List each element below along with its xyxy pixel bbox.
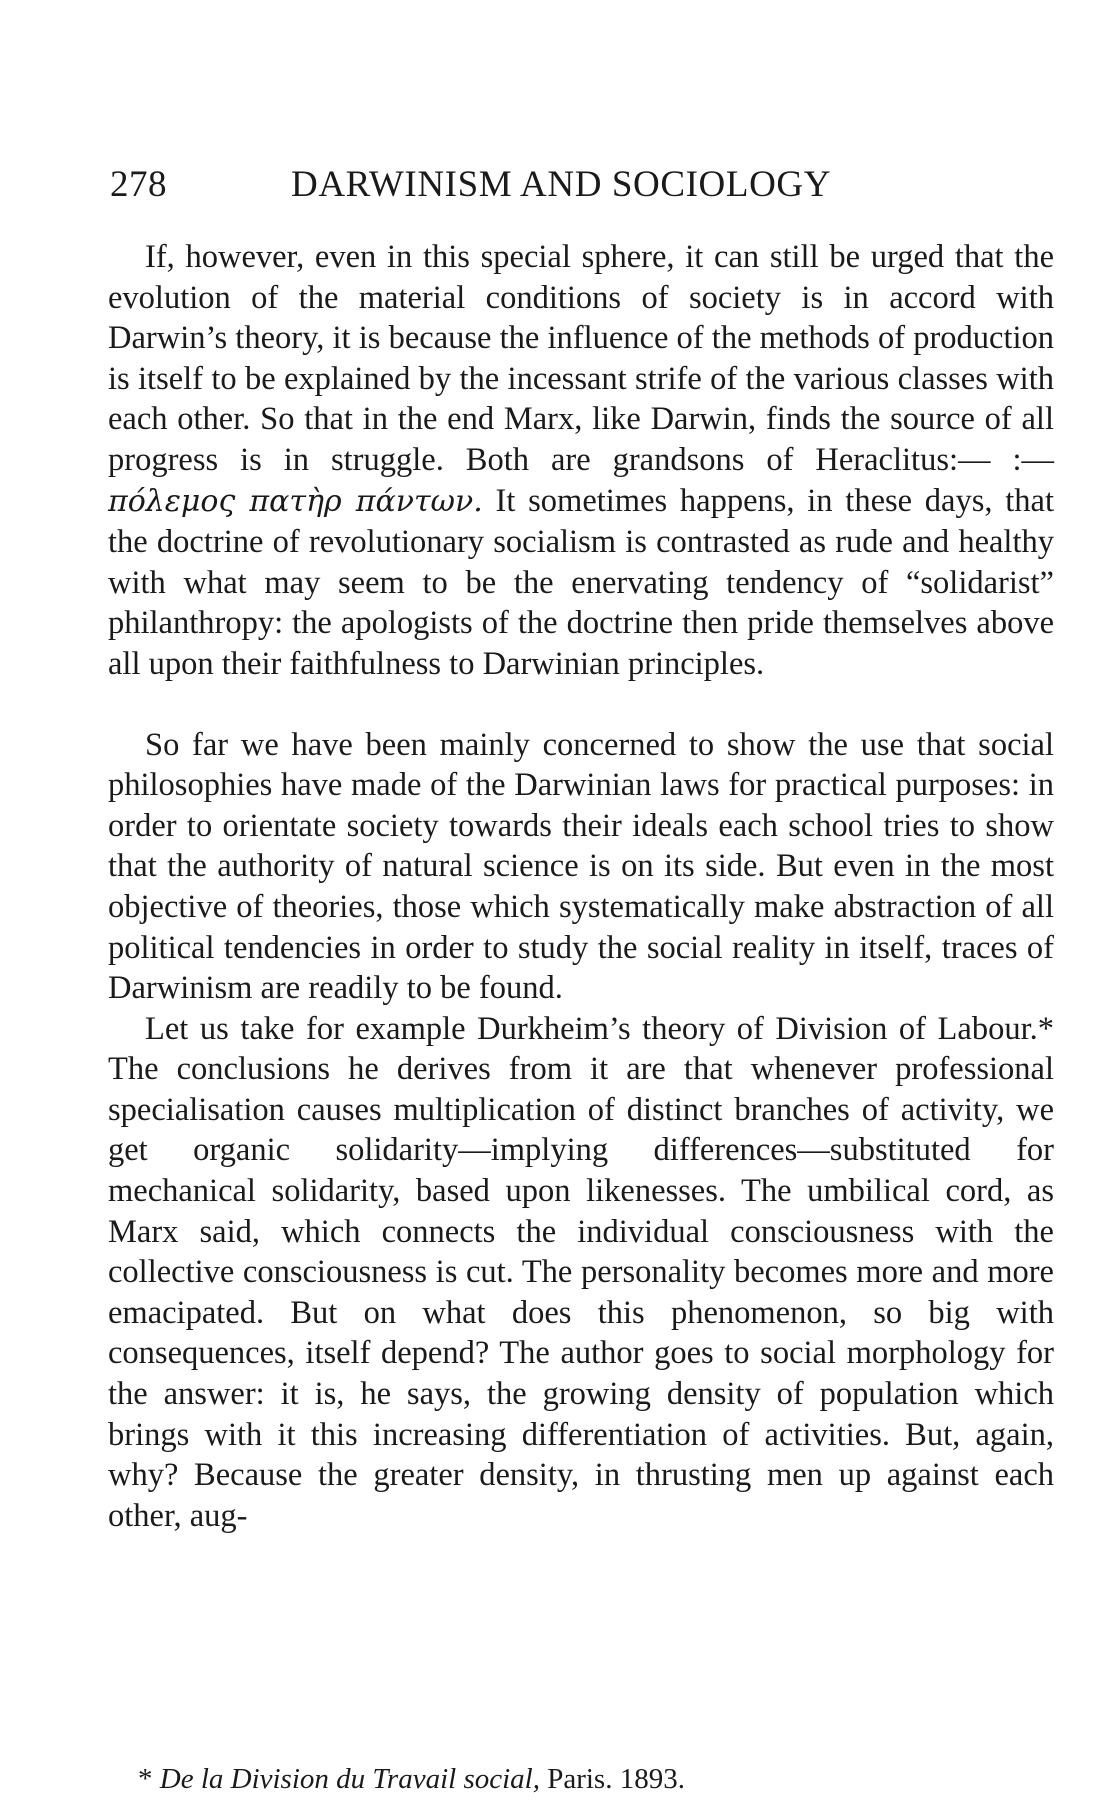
footnote-marker: * <box>138 1763 160 1795</box>
page-number: 278 <box>110 164 167 205</box>
footnote <box>138 1762 685 1796</box>
footnote-title: De la Division du Travail social, <box>159 1763 540 1795</box>
paragraph-1-text-start: If, however, even in this special sphere, it can still be urged that the evolution of the material conditions of society is in accord with Darwin’s theory, it is because the influence of the methods of production is itself to be explained by the incessant strife of the various classes with each other. So that in the end Marx, like Darwin, finds the source of all progress is in struggle. Both are grandsons of Heraclitus:— :— <box>108 239 1054 478</box>
paragraph-gap <box>108 685 1054 725</box>
paragraph-1 <box>108 237 1054 685</box>
footnote-place-year: Paris. 1893. <box>539 1763 685 1795</box>
running-head <box>110 160 1050 210</box>
body-text <box>108 237 1054 1536</box>
greek-quotation: πόλεμος πατὴρ πάντων. <box>108 483 483 519</box>
running-title: DARWINISM AND SOCIOLOGY <box>291 164 832 205</box>
paragraph-3: Let us take for example Durkheim’s theory of Division of Labour.* The conclusions he derives from it are that whenever professional specialisation causes multiplication of distinct branches of activity, we get organic solidarity—implying differences—substituted for mechanical solidarity, based upon likenesses. The umbilical cord, as Marx said, which connects the individual consciousness with the collective consciousness is cut. The personality becomes more and more emacipated. But on what does this phenomenon, so big with consequences, itself depend? The author goes to social morphology for the answer: it is, he says, the growing density of population which brings with it this increasing differentiation of activities. But, again, why? Because the greater density, in thrusting men up against each other, aug- <box>108 1010 1054 1534</box>
paragraph-1-text-end: It sometimes happens, in these days, that the doctrine of revolutionary socialism is contrasted as rude and healthy with what may seem to be the enervating tendency of “solidarist” philanthropy: the apologists of the doctrine then pride themselves above all upon their faithfulness to Darwinian principles. <box>108 482 1054 682</box>
paragraph-2: So far we have been mainly concerned to show the use that social philosophies have made of the Darwinian laws for practical purposes: in order to orientate society towards their ideals each school tries to show that the authority of natural science is on its side. But even in the most objective of theories, those which systematically make abstraction of all political tendencies in order to study the social reality in itself, traces of Darwinism are readily to be found. <box>108 726 1054 1007</box>
